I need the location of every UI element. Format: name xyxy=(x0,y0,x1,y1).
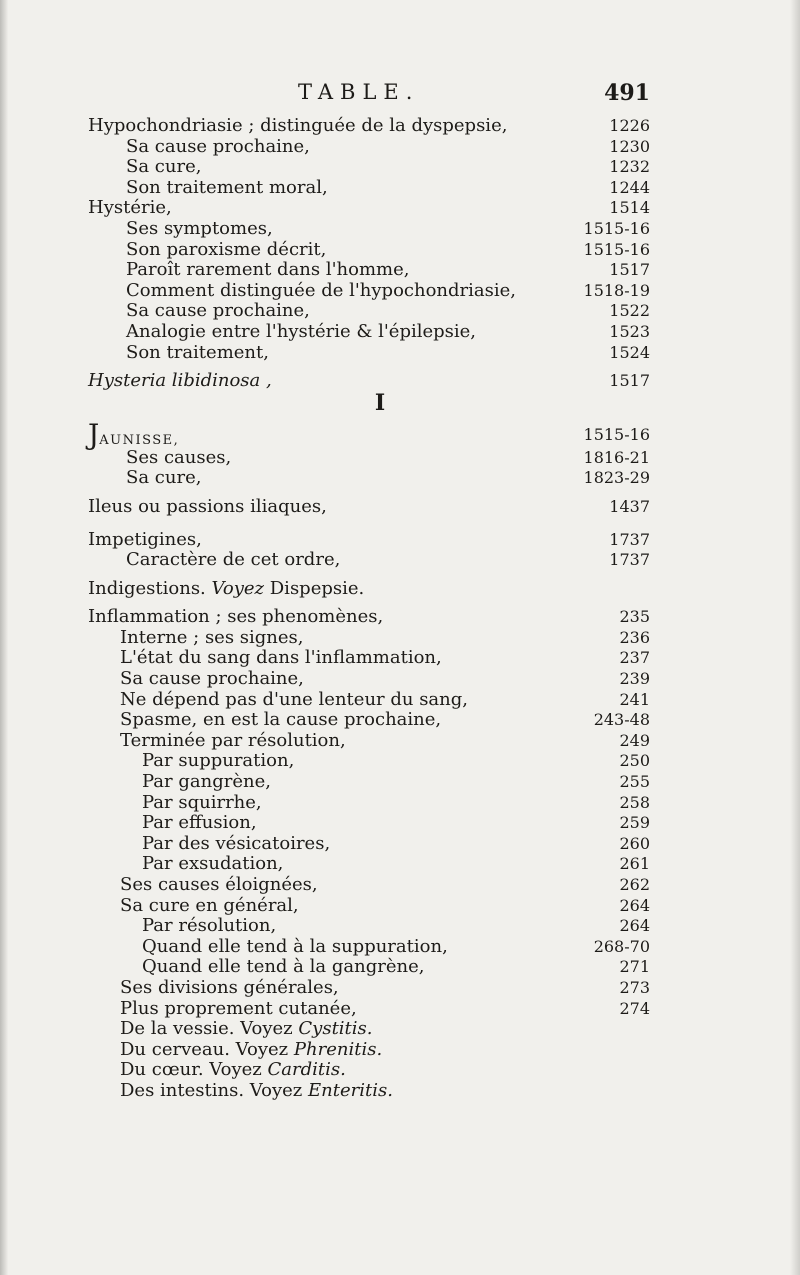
index-entry-hysteria-libidinosa xyxy=(80,371,650,392)
index-entry xyxy=(80,178,650,199)
drop-initial: J xyxy=(88,417,100,451)
index-entry xyxy=(80,1081,650,1102)
entry-page-ref: 274 xyxy=(619,998,650,1018)
entries-j xyxy=(80,448,650,489)
cross-reference: Enteritis. xyxy=(308,1079,393,1101)
index-entry xyxy=(80,281,650,302)
entry-label: Paroît rarement dans l'homme, xyxy=(126,259,410,281)
entry-label: Quand elle tend à la suppuration, xyxy=(142,935,448,957)
index-entry xyxy=(80,198,650,219)
entry-page-ref: 268-70 xyxy=(593,936,650,956)
index-entry xyxy=(80,116,650,137)
index-entry-jaunisse xyxy=(80,417,650,451)
index-entry xyxy=(80,1019,650,1040)
entry-label: Sa cure, xyxy=(126,467,202,489)
entry-label: Hysteria libidinosa , xyxy=(88,370,272,392)
entry-page-ref: 1523 xyxy=(609,321,650,341)
voyez-word: Voyez xyxy=(211,577,265,599)
entry-label: Analogie entre l'hystérie & l'épilepsie, xyxy=(126,320,477,342)
entry-label: Sa cause prochaine, xyxy=(126,300,310,322)
entry-label: Par exsudation, xyxy=(142,853,284,875)
index-entry xyxy=(80,219,650,240)
entry-page-ref: 236 xyxy=(619,627,650,647)
entry-label: Par effusion, xyxy=(142,812,257,834)
entry-page-ref: 273 xyxy=(619,977,650,997)
cross-reference: Carditis. xyxy=(267,1059,346,1081)
entry-label: Hypochondriasie ; distinguée de la dyspepsie, xyxy=(88,115,508,136)
entry-page-ref: 1515-16 xyxy=(583,239,650,259)
index-entry xyxy=(80,793,650,814)
index-entry xyxy=(80,669,650,690)
entry-page-ref: 1522 xyxy=(609,301,650,321)
index-entry xyxy=(80,999,650,1020)
entry-label: Comment distinguée de l'hypochondriasie, xyxy=(126,279,516,301)
entry-label: Ileus ou passions iliaques, xyxy=(88,495,327,517)
entry-label: Indigestions. xyxy=(88,577,206,599)
index-entry xyxy=(80,1060,650,1081)
entries-i xyxy=(80,497,650,571)
entry-label: Ses causes, xyxy=(126,446,232,468)
cross-reference: Phrenitis. xyxy=(293,1038,383,1060)
entry-page-ref: 1816-21 xyxy=(583,447,650,467)
index-entry xyxy=(80,854,650,875)
index-entry xyxy=(80,834,650,855)
entry-page-ref: 264 xyxy=(619,916,650,936)
index-entry xyxy=(80,937,650,958)
index-entry xyxy=(80,628,650,649)
entry-page-ref: 241 xyxy=(619,689,650,709)
entry-label: Des intestins. Voyez xyxy=(120,1079,303,1101)
index-entry xyxy=(80,957,650,978)
entry-label: Interne ; ses signes, xyxy=(120,626,304,648)
entry-page-ref: 1515-16 xyxy=(583,424,650,444)
entry-label: Par squirrhe, xyxy=(142,791,262,813)
entry-label: Du cerveau. Voyez xyxy=(120,1038,289,1060)
index-entry xyxy=(80,607,650,628)
entry-page-ref: 260 xyxy=(619,833,650,853)
index-entry xyxy=(80,137,650,158)
entry-page-ref: 264 xyxy=(619,895,650,915)
index-entry xyxy=(80,690,650,711)
index-entry-indigestions xyxy=(80,579,650,600)
entry-page-ref: 258 xyxy=(619,792,650,812)
entry-label: Terminée par résolution, xyxy=(120,729,346,751)
entry-page-ref: 1226 xyxy=(609,116,650,135)
entry-label: Inflammation ; ses phenomènes, xyxy=(88,606,384,628)
entry-label: AUNISSE, xyxy=(99,432,180,448)
entry-page-ref: 1230 xyxy=(609,136,650,156)
page-header xyxy=(80,80,650,116)
cross-reference: Cystitis. xyxy=(298,1018,373,1040)
index-entry xyxy=(80,751,650,772)
entry-page-ref: 243-48 xyxy=(593,710,650,730)
index-entry xyxy=(80,497,650,518)
entry-page-ref: 1515-16 xyxy=(583,218,650,238)
entry-page-ref: 1737 xyxy=(609,529,650,549)
entry-label: Par des vésicatoires, xyxy=(142,832,331,854)
index-entry xyxy=(80,157,650,178)
entry-label: Par gangrène, xyxy=(142,771,271,793)
index-table xyxy=(80,116,650,1102)
entries-inflammation xyxy=(80,607,650,1019)
entry-label: Hystérie, xyxy=(88,197,172,219)
entry-page-ref: 255 xyxy=(619,772,650,792)
index-entry xyxy=(80,1040,650,1061)
entry-page-ref: 235 xyxy=(619,607,650,627)
entry-label: Spasme, en est la cause prochaine, xyxy=(120,709,442,731)
index-entry xyxy=(80,648,650,669)
index-entry xyxy=(80,731,650,752)
entry-label: Son traitement, xyxy=(126,341,269,363)
entry-page-ref: 237 xyxy=(619,648,650,668)
entry-label: Ses divisions générales, xyxy=(120,976,339,998)
entries-h xyxy=(80,116,650,363)
index-entry xyxy=(80,530,650,551)
index-entry xyxy=(80,343,650,364)
index-entry xyxy=(80,260,650,281)
entry-label: Son traitement moral, xyxy=(126,176,328,198)
entry-label: Sa cure en général, xyxy=(120,894,299,916)
entry-label: Caractère de cet ordre, xyxy=(126,549,341,571)
entry-label: Par suppuration, xyxy=(142,750,295,772)
entry-page-ref: 249 xyxy=(619,730,650,750)
entry-page-ref: 261 xyxy=(619,854,650,874)
entry-label: L'état du sang dans l'inflammation, xyxy=(120,647,442,669)
entry-label: Son paroxisme décrit, xyxy=(126,238,327,260)
entry-label: De la vessie. Voyez xyxy=(120,1018,293,1040)
index-entry xyxy=(80,468,650,489)
entry-page-ref: 1518-19 xyxy=(583,280,650,300)
entry-label: Plus proprement cutanée, xyxy=(120,997,357,1019)
entry-page-ref: 1437 xyxy=(609,496,650,516)
entry-label: Par résolution, xyxy=(142,915,277,937)
index-entry xyxy=(80,550,650,571)
index-entry xyxy=(80,322,650,343)
entry-label: Sa cause prochaine, xyxy=(120,668,304,690)
index-entry xyxy=(80,916,650,937)
page-edge-shadow xyxy=(790,0,800,1275)
entry-label: Sa cause prochaine, xyxy=(126,135,310,157)
index-entry xyxy=(80,875,650,896)
entry-page-ref: 250 xyxy=(619,751,650,771)
entry-label: Ses causes éloignées, xyxy=(120,874,318,895)
index-entry xyxy=(80,710,650,731)
index-entry xyxy=(80,813,650,834)
entry-label: Sa cure, xyxy=(126,156,202,178)
entry-page-ref: 262 xyxy=(619,875,650,894)
entry-page-ref: 271 xyxy=(619,957,650,977)
index-entry xyxy=(80,978,650,999)
entry-page-ref: 1517 xyxy=(609,371,650,391)
entry-label: Quand elle tend à la gangrène, xyxy=(142,956,425,978)
index-entry xyxy=(80,240,650,261)
entry-label: Ses symptomes, xyxy=(126,217,273,239)
index-entry xyxy=(80,896,650,917)
entry-page-ref: 1524 xyxy=(609,342,650,362)
page-number: 491 xyxy=(604,80,650,106)
entry-page-ref: 1823-29 xyxy=(583,468,650,488)
entry-label: Ne dépend pas d'une lenteur du sang, xyxy=(120,688,469,710)
cross-reference: Dispepsie. xyxy=(269,577,365,599)
entry-page-ref: 1514 xyxy=(609,198,650,218)
entry-page-ref: 1517 xyxy=(609,260,650,280)
entry-page-ref: 1232 xyxy=(609,157,650,177)
entry-page-ref: 1737 xyxy=(609,550,650,570)
entry-label: Du cœur. Voyez xyxy=(120,1059,262,1081)
entry-page-ref: 259 xyxy=(619,813,650,833)
index-entry xyxy=(80,772,650,793)
entry-label: Impetigines, xyxy=(88,528,202,550)
entry-page-ref: 1244 xyxy=(609,177,650,197)
spacer xyxy=(80,414,650,422)
running-title: TABLE. xyxy=(298,80,420,104)
voyez-cross-references xyxy=(80,1019,650,1101)
section-letter: I xyxy=(374,389,386,416)
index-entry xyxy=(80,301,650,322)
page-gutter-shadow xyxy=(0,0,8,1275)
entry-page-ref: 239 xyxy=(619,669,650,689)
index-entry xyxy=(80,448,650,469)
